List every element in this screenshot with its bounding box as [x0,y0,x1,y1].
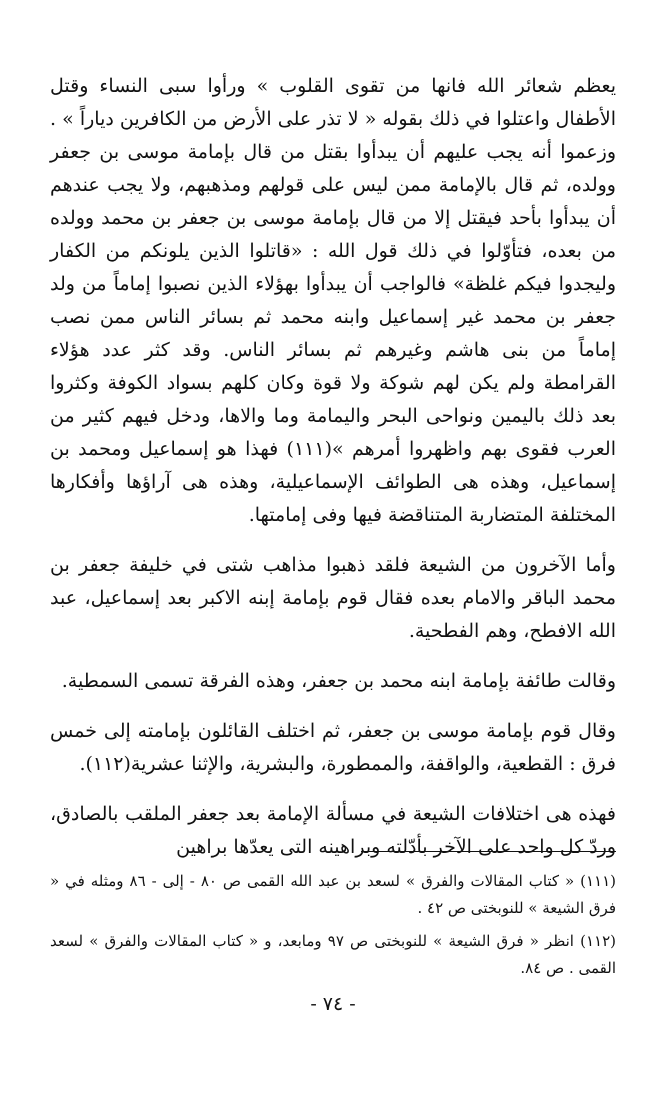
page-number: - ٧٤ - [310,993,356,1015]
paragraph-1: يعظم شعائر الله فانها من تقوى القلوب » ورأوا سبى النساء وقتل الأطفال واعتلوا في ذلك بقوله « لا تذر على الأرض من الكافرين دياراً » . وزعموا أنه يجب عليهم أن يبدأوا بقتل من قال بإمامة موسى بن جعفر وولده، ثم قال بالإمامة ممن ليس على قولهم ومذهبهم، ولا يجب عندهم أن يبدأوا بأحد فيقتل إلا من قال بإمامة موسى بن جعفر بن محمد وولده من بعده، فتأوّلوا في ذلك قول الله : «قاتلوا الذين يلونكم من الكفار وليجدوا فيكم غلظة» فالواجب أن يبدأوا بهؤلاء الذين نصبوا إماماً من ولد جعفر بن محمد غير إسماعيل وابنه محمد ثم بسائر الناس ممن نصب إماماً من بنى هاشم وغيرهم ثم بسائر الناس. وقد كثر عدد هؤلاء القرامطة ولم يكن لهم شوكة ولا قوة وكان كلهم بسواد الكوفة وكثروا بعد ذلك باليمين ونواحى البحر واليمامة وما والاها، ودخل فيهم كثير من العرب فقوى بهم واظهروا أمرهم »(١١١) فهذا هو إسماعيل ومحمد بن إسماعيل، وهذه هى الطوائف الإسماعيلية، وهذه هى آراؤها وأفكارها المختلفة المتضاربة المتناقضة فيها وفى إمامتها. [50,75,616,526]
paragraph-4: وقال قوم بإمامة موسى بن جعفر، ثم اختلف القائلون بإمامته إلى خمس فرق : القطعية، والواقفة، والممطورة، والبشرية، والإثنا عشرية(١١٢). [50,720,616,775]
paragraph-3: وقالت طائفة بإمامة ابنه محمد بن جعفر، وهذه الفرقة تسمى السمطية. [61,670,616,692]
footnote-divider [361,851,616,852]
page-body [50,70,616,864]
paragraph-5: فهذه هى اختلافات الشيعة في مسألة الإمامة بعد جعفر الملقب بالصادق، وردّ كل واحد على الآخر بأدّلته وبراهينه التى يعدّها براهين [50,803,616,858]
footnote-111: (١١١) « كتاب المقالات والفرق » لسعد بن عبد الله القمى ص ٨٠ - إلى - ٨٦ ومثله في « فرق الشيعة » للنوبختى ص ٤٢ . [50,872,617,917]
paragraph-2: وأما الآخرون من الشيعة فلقد ذهبوا مذاهب شتى في خليفة جعفر بن محمد الباقر والامام بعده فقال قوم بإمامة إبنه الاكبر بعد إسماعيل، عبد الله الافطح، وهم الفطحية. [50,554,616,642]
footnote-112: (١١٢) انظر « فرق الشيعة » للنوبختى ص ٩٧ ومابعد، و « كتاب المقالات والفرق » لسعد القمى . ص ٨٤. [50,932,616,977]
footnotes [50,868,616,988]
